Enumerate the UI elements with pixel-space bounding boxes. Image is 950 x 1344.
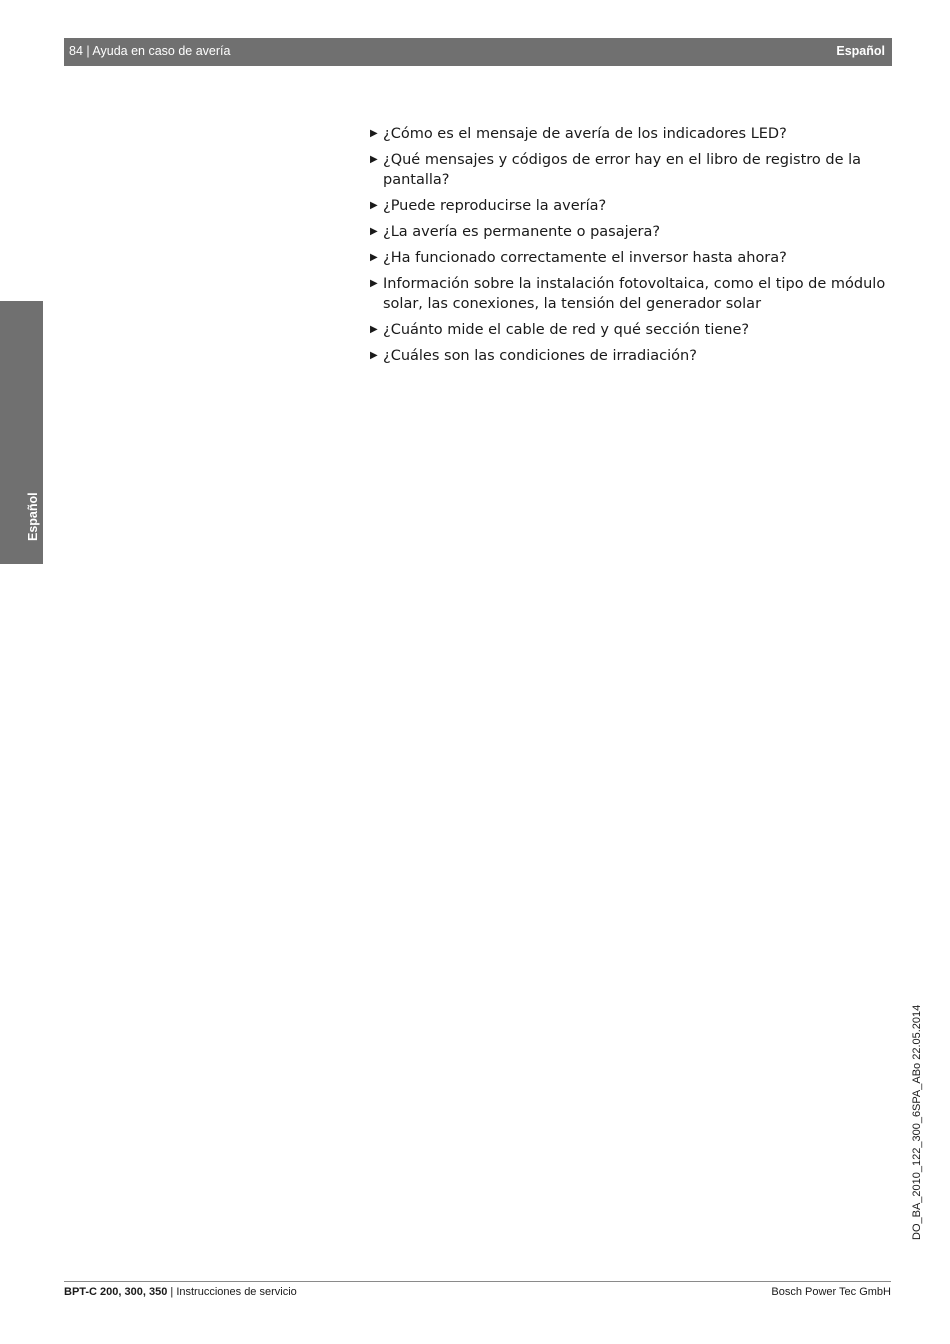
list-item — [370, 222, 910, 242]
header-language: Español — [836, 44, 885, 58]
triangle-bullet-icon: ▶ — [370, 278, 378, 289]
list-item — [370, 124, 910, 144]
triangle-bullet-icon: ▶ — [370, 252, 378, 263]
question-text: ¿Cuánto mide el cable de red y qué sección tiene? — [383, 322, 750, 338]
triangle-bullet-icon: ▶ — [370, 226, 378, 237]
list-item — [370, 274, 910, 314]
list-item — [370, 150, 910, 190]
triangle-bullet-icon: ▶ — [370, 350, 378, 361]
troubleshooting-question-list — [370, 124, 910, 372]
footer-manual-title: Instrucciones de servicio — [176, 1286, 297, 1298]
list-item — [370, 196, 910, 216]
question-text: Información sobre la instalación fotovoltaica, como el tipo de módulo solar, las conexiones, la tensión del generador solar — [383, 276, 886, 312]
question-text: ¿Ha funcionado correctamente el inversor hasta ahora? — [383, 250, 787, 266]
question-text: ¿Qué mensajes y códigos de error hay en el libro de registro de la pantalla? — [383, 152, 862, 188]
list-item — [370, 346, 910, 366]
list-item — [370, 320, 910, 340]
footer-separator: | — [167, 1286, 177, 1298]
triangle-bullet-icon: ▶ — [370, 128, 378, 139]
footer-divider — [64, 1281, 891, 1282]
page-header-bar — [64, 38, 892, 66]
question-text: ¿La avería es permanente o pasajera? — [383, 224, 661, 240]
list-item — [370, 248, 910, 268]
footer-product-info — [64, 1285, 297, 1299]
question-text: ¿Cómo es el mensaje de avería de los indicadores LED? — [383, 126, 787, 142]
footer-product-name: BPT-C 200, 300, 350 — [64, 1286, 168, 1298]
triangle-bullet-icon: ▶ — [370, 154, 378, 165]
triangle-bullet-icon: ▶ — [370, 200, 378, 211]
document-id-stamp: DO_BA_2010_122_300_6SPA_ABo 22.05.2014 — [911, 1004, 923, 1240]
triangle-bullet-icon: ▶ — [370, 324, 378, 335]
header-page-section: 84 | Ayuda en caso de avería — [69, 44, 231, 58]
side-tab-label: Español — [26, 492, 40, 541]
question-text: ¿Puede reproducirse la avería? — [383, 198, 607, 214]
question-text: ¿Cuáles son las condiciones de irradiación? — [383, 348, 697, 364]
footer-company: Bosch Power Tec GmbH — [771, 1286, 891, 1298]
